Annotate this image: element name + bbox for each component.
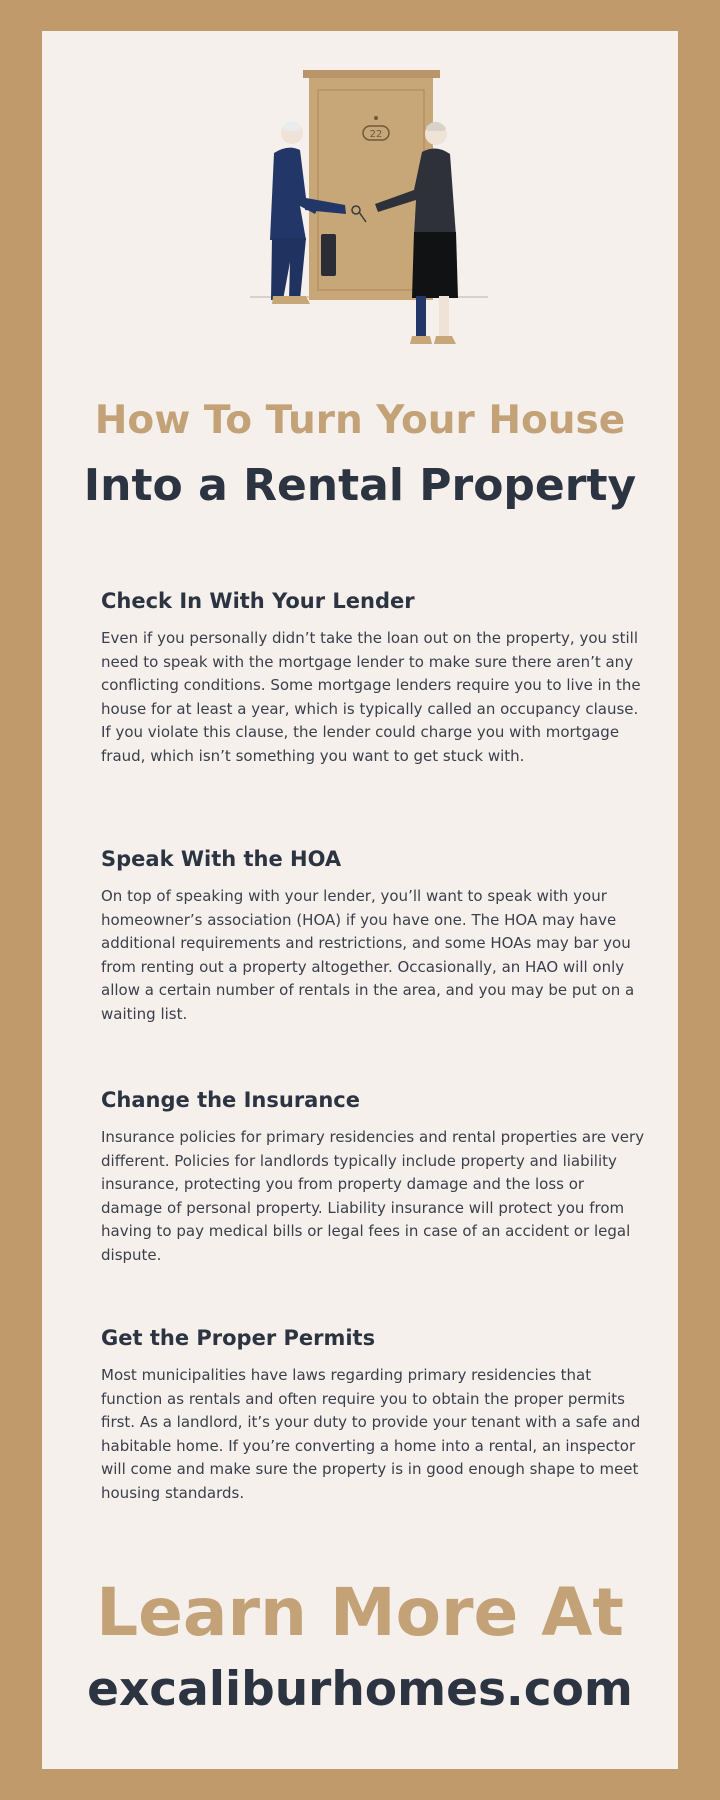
section-heading: Change the Insurance <box>101 1088 360 1112</box>
section-heading: Speak With the HOA <box>101 847 342 871</box>
door-frame <box>303 70 440 78</box>
section-hoa <box>101 847 646 1026</box>
man-right-shorts <box>412 232 458 298</box>
section-body: Most municipalities have laws regarding primary residencies that function as rentals and often require you to obtain the proper permits first. As a landlord, it’s your duty to provide your tenant with a safe and habitable home. If you’re converting a home into a rental, an inspector will come and make sure the property is in good enough shape to meet housing standards. <box>101 1366 641 1502</box>
title-line-1: How To Turn Your House <box>94 398 626 443</box>
cta-learn-more: Learn More At <box>96 1574 624 1651</box>
title-line-2: Into a Rental Property <box>83 460 637 511</box>
section-body: Insurance policies for primary residencies and rental properties are very different. Policies for landlords typically include property and liability insurance, protecting you from property damage and the loss or damage of personal property. Liability insurance will protect you from having to pay medical bills or legal fees in case of an accident or legal dispute. <box>101 1128 645 1264</box>
section-lender <box>101 589 646 768</box>
section-heading: Get the Proper Permits <box>101 1326 376 1350</box>
section-insurance <box>101 1088 646 1267</box>
handshake-illustration <box>0 0 720 380</box>
section-heading: Check In With Your Lender <box>101 589 415 613</box>
section-body: Even if you personally didn’t take the loan out on the property, you still need to speak with the mortgage lender to make sure there aren’t any conflicting conditions. Some mortgage lenders require you to live in the house for at least a year, which is typically called an occupancy clause. If you violate this clause, the lender could charge you with mortgage fraud, which isn’t something you want to get stuck with. <box>101 629 641 765</box>
section-permits <box>101 1326 646 1505</box>
briefcase <box>321 234 336 276</box>
section-body: On top of speaking with your lender, you’ll want to speak with your homeowner’s association (HOA) if you have one. The HOA may have additional requirements and restrictions, and some HOAs may bar you from renting out a property altogether. Occasionally, an HAO will only allow a certain number of rentals in the area, and you may be put on a waiting list. <box>101 887 635 1023</box>
door-number: 22 <box>369 129 383 140</box>
cta-website-link[interactable]: excaliburhomes.com <box>87 1662 633 1717</box>
